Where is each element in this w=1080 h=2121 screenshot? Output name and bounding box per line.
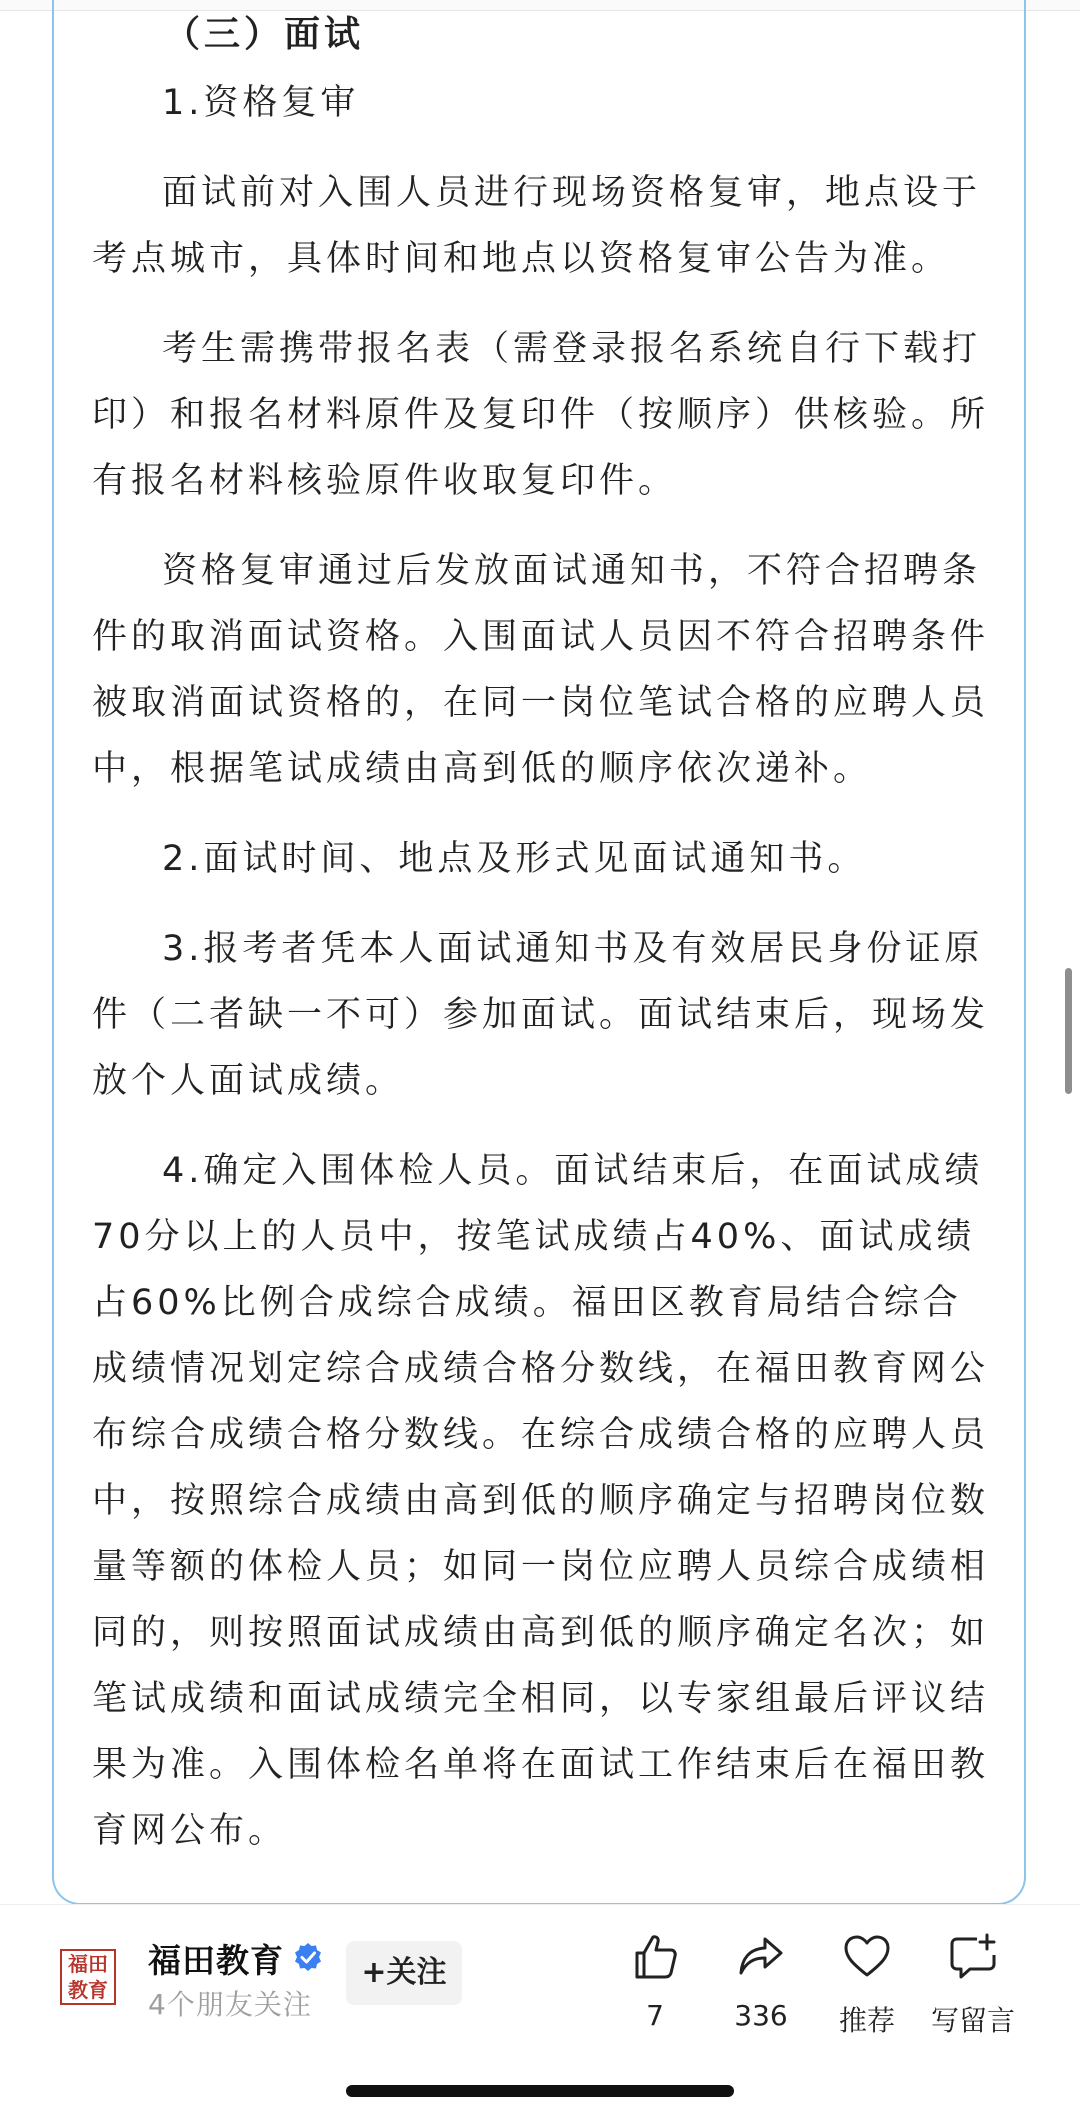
comment-add-icon xyxy=(947,1931,999,1983)
share-button[interactable] xyxy=(706,1931,816,2032)
paragraph-2: 考生需携带报名表（需登录报名系统自行下载打印）和报名材料原件及复印件（按顺序）供核验。所有报名材料核验原件收取复印件。 xyxy=(92,329,990,501)
like-button[interactable] xyxy=(600,1931,710,2032)
account-logo[interactable] xyxy=(60,1949,116,2005)
heart-icon xyxy=(841,1931,893,1983)
like-count: 7 xyxy=(646,1999,664,2032)
subhead-qualification-review: 1.资格复审 xyxy=(162,83,360,123)
item-3: 3.报考者凭本人面试通知书及有效居民身份证原件（二者缺一不可）参加面试。面试结束后，现场发放个人面试成绩。 xyxy=(92,929,990,1101)
article-content xyxy=(92,0,992,1888)
follow-button[interactable]: +关注 xyxy=(346,1941,462,2005)
home-indicator[interactable] xyxy=(346,2085,734,2097)
share-arrow-icon xyxy=(735,1931,787,1983)
scrollbar[interactable] xyxy=(1065,968,1072,1094)
write-comment-label: 写留言 xyxy=(930,2004,1015,2037)
friends-following-count: 4个朋友关注 xyxy=(148,1988,312,2021)
verified-check-icon xyxy=(292,1941,324,1973)
section-heading: （三）面试 xyxy=(164,14,365,55)
write-comment-button[interactable] xyxy=(918,1931,1028,2039)
recommend-label: 推荐 xyxy=(838,2004,895,2037)
share-count: 336 xyxy=(734,1999,788,2032)
thumbs-up-icon xyxy=(629,1931,681,1983)
account-name[interactable]: 福田教育 xyxy=(148,1941,284,1980)
paragraph-1: 面试前对入围人员进行现场资格复审，地点设于考点城市，具体时间和地点以资格复审公告为准。 xyxy=(92,173,982,279)
account-logo-text: 福田 教育 xyxy=(68,1952,108,2002)
bottom-action-bar xyxy=(0,1904,1080,2121)
item-4: 4.确定入围体检人员。面试结束后，在面试成绩70分以上的人员中，按笔试成绩占40%、面试成绩占60%比例合成综合成绩。福田区教育局结合综合成绩情况划定综合成绩合格分数线，在福田教育网公布综合成绩合格分数线。在综合成绩合格的应聘人员中，按照综合成绩由高到低的顺序确定与招聘岗位数量等额的体检人员；如同一岗位应聘人员综合成绩相同的，则按照面试成绩由高到低的顺序确定名次；如笔试成绩和面试成绩完全相同，以专家组最后评议结果为准。入围体检名单将在面试工作结束后在福田教育网公布。 xyxy=(92,1151,990,1851)
paragraph-3: 资格复审通过后发放面试通知书，不符合招聘条件的取消面试资格。入围面试人员因不符合招聘条件被取消面试资格的，在同一岗位笔试合格的应聘人员中，根据笔试成绩由高到低的顺序依次递补。 xyxy=(92,551,990,789)
item-2: 2.面试时间、地点及形式见面试通知书。 xyxy=(162,839,867,879)
recommend-button[interactable] xyxy=(812,1931,922,2039)
